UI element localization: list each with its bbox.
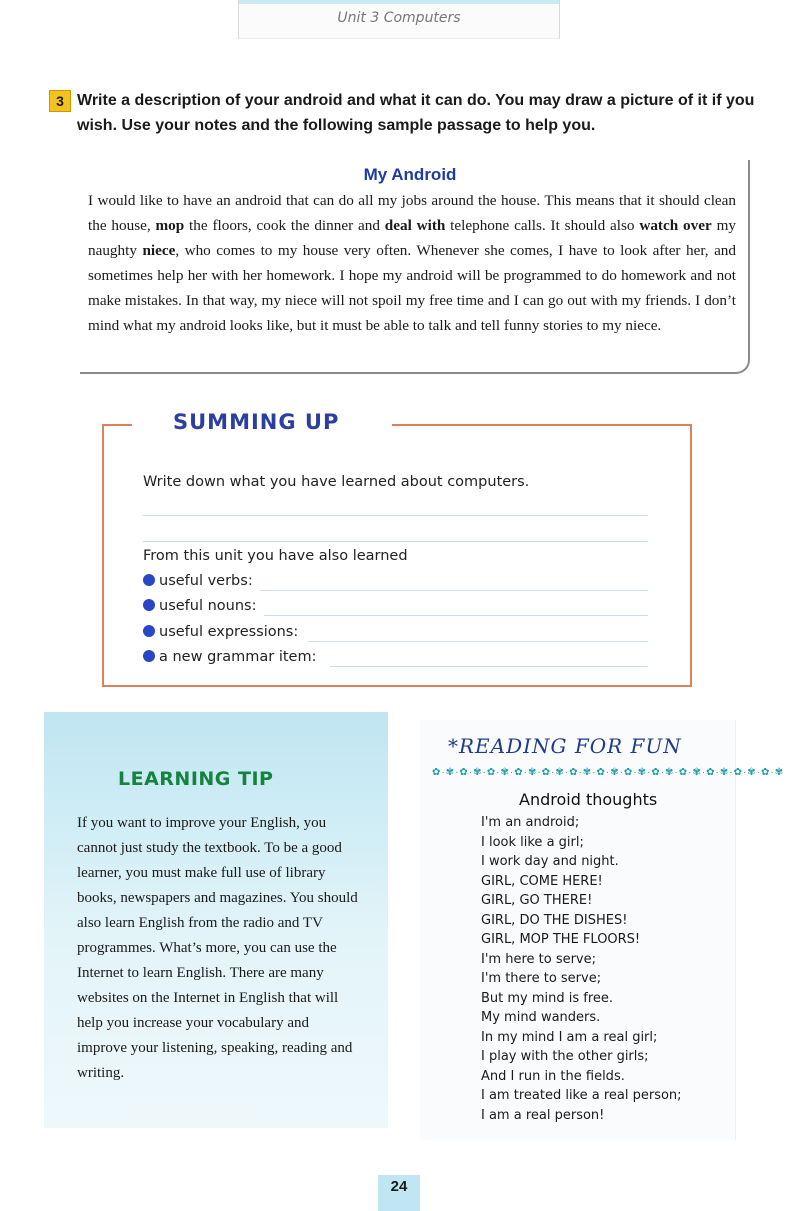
bullet-icon [143,625,155,637]
poem-line: GIRL, COME HERE! [481,873,603,889]
learned-heading: From this unit you have also learned [143,548,408,564]
answer-line[interactable] [330,666,648,667]
answer-line[interactable] [143,541,648,542]
task-number-badge: 3 [49,90,71,112]
passage-segment: telephone calls. It should also [445,217,640,234]
passage-segment: my naughty [88,217,736,259]
answer-line[interactable] [308,641,648,642]
bullet-icon [143,599,155,611]
learned-item-label: useful expressions: [159,624,299,640]
vocab-word: mop [155,217,185,234]
poem-line: GIRL, GO THERE! [481,893,593,908]
summing-top-border-left [102,424,132,426]
passage-segment: , who comes to my house very often. Whenever she comes, I have to look after her, and sometimes help her with her homework. I hope my android will be programmed to do homework and not make mistakes. In that way, my niece will not spoil my free time and I can go out with my friends. I don’t mind what my android looks like, but it must be able to talk and tell funny stories to my niece. [88,242,736,334]
poem-line: GIRL, DO THE DISHES! [481,912,628,928]
poem-line: I'm there to serve; [481,971,602,986]
bullet-icon [143,650,155,662]
flower-border-decoration: ✿·✾·✿·✾·✿·✾·✿·✾·✿·✾·✿·✾·✿·✾·✿·✾·✿·✾·✿·✾·✿·✾·✿·✾·✿·✾ [432,767,785,778]
summing-top-border-right [392,424,690,426]
poem-line: But my mind is free. [481,990,614,1006]
poem-line: And I run in the fields. [481,1068,625,1084]
unit-title: Unit 3 Computers [337,10,461,26]
learned-item-label: useful verbs: [159,573,253,589]
poem-line: My mind wanders. [481,1010,601,1025]
poem-line: I am a real person! [481,1107,605,1123]
vocab-word: watch over [639,217,712,234]
answer-line[interactable] [260,590,648,591]
learned-item [143,573,253,589]
header-tab [238,0,560,39]
learning-tip-title: LEARNING TIP [118,768,274,790]
learned-item-label: useful nouns: [159,598,257,614]
page-number: 24 [390,1178,408,1195]
poem-line: I play with the other girls; [481,1049,649,1064]
poem-line: GIRL, MOP THE FLOORS! [481,932,641,947]
page-number-tab [378,1175,420,1211]
poem-line: In my mind I am a real girl; [481,1029,658,1045]
bullet-icon [143,574,155,586]
passage-segment: the floors, cook the dinner and [184,217,385,234]
vocab-word: deal with [384,217,446,234]
poem-body [481,813,741,1125]
answer-line[interactable] [143,515,648,516]
learned-item-label: a new grammar item: [159,649,317,665]
learning-tip-text: If you want to improve your English, you cannot just study the textbook. To be a good learner, you must make full use of library books, newspapers and magazines. You should also learn English from the radio and TV programmes. What’s more, you can use the Internet to learn English. There are many websites on the Internet in English that will help you increase your vocabulary and improve your listening, speaking, reading and writing. [77,815,358,1081]
passage-segment: I would like to have an android that can do all my jobs around the house. This means that it should clean the house, [88,192,736,234]
poem-line: I'm here to serve; [481,951,597,967]
poem-line: I work day and night. [481,854,619,869]
poem-line: I look like a girl; [481,834,584,850]
poem-line: I am treated like a real person; [481,1088,682,1103]
learned-item [143,624,298,640]
passage-text [88,188,736,338]
summing-prompt: Write down what you have learned about computers. [143,474,530,490]
poem-title: Android thoughts [519,790,658,809]
passage-title: My Android [363,165,457,184]
answer-line[interactable] [264,615,648,616]
summing-up-title: SUMMING UP [173,410,340,434]
reading-for-fun-title: *READING FOR FUN [448,734,682,758]
learned-item [143,649,316,665]
learned-item [143,598,256,614]
poem-line: I'm an android; [481,815,580,830]
task-instruction: Write a description of your android and what it can do. You may draw a picture of it if you wish. Use your notes and the following sample passage to help you. [77,92,755,134]
vocab-word: niece [142,242,176,259]
